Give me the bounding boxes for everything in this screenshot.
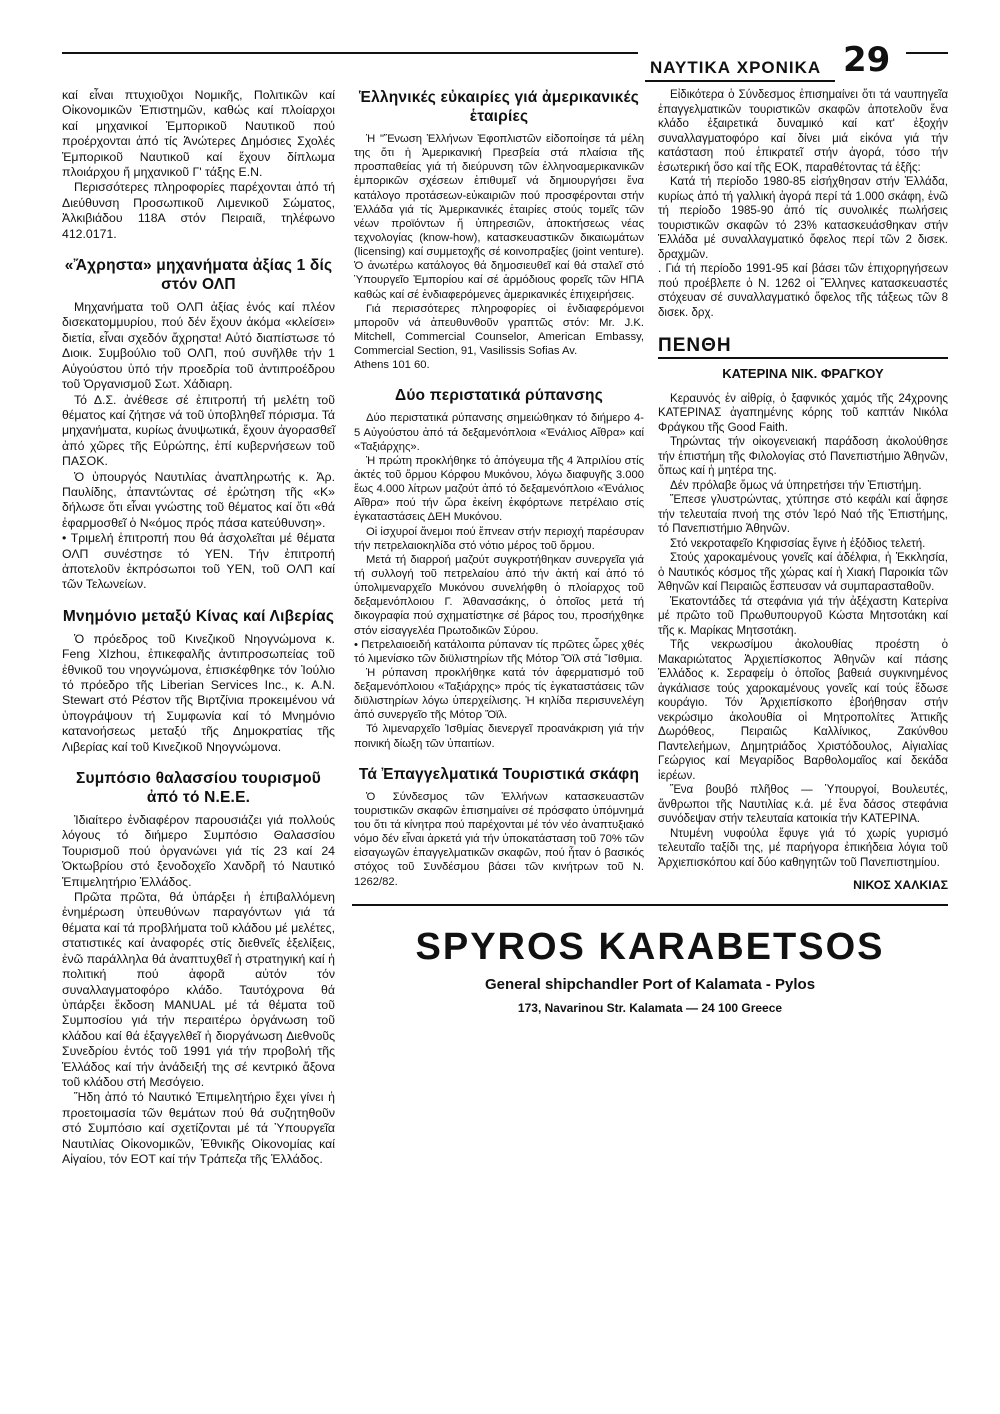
article-paragraph: Ἤδη ἀπό τό Ναυτικό Ἐπιμελητήριο ἔχει γίνει ἡ προετοιμασία τῶν θεμάτων πού θά συζητηθοῦν στό Συμπόσιο καί σχετίζονται μέ τά Ὑπουργεῖα Ναυτιλίας Οἰκονομικῶν, Ἐθνικῆς Οἰκονομίας καί Αἰγαίου, τόν ΕΟΤ καί τήν Τράπεζα τῆς Ἑλλάδος. [62,1090,335,1166]
article-paragraph: Κατά τή περίοδο 1980-85 εἰσήχθησαν στήν Ἑλλάδα, κυρίως ἀπό τή γαλλική ἀγορά περί τά 1.000 σκάφη, ἐνῶ τή περίοδο 1985-90 ἀπό τίς συνολικές πωλήσεις τουριστικῶν σκαφῶν τό 23% κατασκευάσθηκαν στήν Ἑλλάδα μέ συναλλαγματικό ὄφελος περί τῶν 2 δισεκ. δραχμῶν. [658,176,948,261]
article-paragraph: Οἱ ἰσχυροί ἄνεμοι πού ἔπνεαν στήν περιοχή παρέσυραν τήν πετρελαιοκηλίδα στό νότιο μέρος τοῦ ὅρμου. [354,525,644,552]
article-paragraph: Τό Δ.Σ. ἀνέθεσε σέ ἐπιτροπή τή μελέτη τοῦ θέματος καί ζήτησε νά τοῦ ὑποβληθεῖ πόρισμα. Τά μηχανήματα, κυρίως ἀνυψωτικά, ἔχουν ἀγορασθεῖ ἀπό χῶρες τῆς Εὐρώπης, ἐπί κυβερνήσεων τοῦ ΠΑΣΟΚ. [62,392,335,469]
obituary-paragraph: Ἔπεσε γλυστρώντας, χτύπησε στό κεφάλι καί ἄφησε τήν τελευταία πνοή της στόν Ἱερό Ναό τῆς Ἐπιστήμης, τό Πανεπιστήμιο Ἀθηνῶν. [658,494,948,535]
intro-paragraph: καί εἶναι πτυχιοῦχοι Νομικῆς, Πολιτικῶν καί Οἰκονομικῶν Ἐπιστημῶν, καθώς καί πλοίαρχοι καί μηχανικοί Ἐμπορικοῦ Ναυτικοῦ πού προέρχονται ἀπό τίς Ἀνώτερες Δημόσιες Σχολές Ἐμπορικοῦ Ναυτικοῦ καί ἔχουν δίπλωμα πλοιάρχου ἤ μηχανικοῦ Γ' τάξης Ε.Ν. [62,88,335,180]
intro-paragraph: Περισσότερες πληροφορίες παρέχονται ἀπό τή Διεύθυνση Προσωπικοῦ Λιμενικοῦ Σώματος, Ἀλκιβιάδου 118Α στόν Πειραιᾶ, τηλέφωνο 412.0171. [62,180,335,241]
article-paragraph: Μηχανήματα τοῦ ΟΛΠ ἀξίας ἑνός καί πλέον δισεκατομμυρίου, πού δέν ἔχουν ἀκόμα «κλείσει» διετία, εἶναι σχεδόν ἄχρηστα! Αὐτό διαπίστωσε τό Διοικ. Συμβούλιο τοῦ ΟΛΠ, πού συνῆλθε τήν 1 Αὐγούστου ὑπό τήν προεδρία τοῦ ἀντιπροέδρου τοῦ Ὀργανισμοῦ Σωτ. Χάδιαρη. [62,300,335,392]
header-rule-right [906,52,948,54]
article-paragraph: Γιά περισσότερες πληροφορίες οἱ ἐνδιαφερόμενοι μποροῦν νά ἀπευθυνθοῦν γραπτῶς στόν: Mr. J.K. Mitchell, Commercial Counselor, American Embassy, Commercial Section, 91, Vasilissis Sofias Av. [354,302,644,358]
article-paragraph: Ὁ πρόεδρος τοῦ Κινεζικοῦ Νηογνώμονα κ. Feng XIzhou, ἐπικεφαλῆς ἀντιπροσωπείας τοῦ ἐθνικοῦ του νηογνώμονα, ἐπισκέφθηκε τόν Ἰούλιο τό πρόεδρο τῆς Liberian Services Inc., κ. A.N. Stewart στό Ρέστον τῆς Βιρτζίνια προκειμένου νά ὑπογράψουν τή Συμφωνία καί τό Μνημόνιο κατανοήσεως μεταξύ τῆς Δημοκρατίας τῆς Λιβερίας καί τοῦ Κινεζικοῦ Νηογνώμονα. [62,631,335,754]
column-2 [354,88,644,889]
obituary-section-title: ΠΕΝΘΗ [658,335,732,356]
obituary-paragraph: Ἕνα βουβό πλῆθος — Ὑπουργοί, Βουλευτές, ἄνθρωποι τῆς Ναυτιλίας κ.ά. μέ ἕνα δάσος στεφάνια συνόδεψαν στήν τελευταία κατοικία τήν ΚΑΤΕΡΙΝΑ. [658,784,948,825]
article-paragraph: . Γιά τή περίοδο 1991-95 καί βάσει τῶν ἐπιχορηγήσεων πού προέβλεπε ὁ Ν. 1262 οἱ Ἕλληνες κατασκευαστές στόχευαν σέ συναλλαγματικό ὄφελος τῆς τάξεως τῶν 8 δισεκ. δρχ. [658,263,948,319]
obituary-paragraph: Κεραυνός ἐν αἰθρίᾳ, ὁ ξαφνικός χαμός τῆς 24χρονης ΚΑΤΕΡΙΝΑΣ ἀγαπημένης κόρης τοῦ καπτάν Νικόλα Φράγκου τῆς Good Faith. [658,392,948,434]
article-headline: «Ἄχρηστα» μηχανήματα ἀξίας 1 δίς στόν ΟΛΠ [64,257,333,294]
advertisement [352,904,948,1036]
running-title-underline [645,80,835,82]
obituary-signature: ΝΙΚΟΣ ΧΑΛΚΙΑΣ [853,878,948,892]
article-paragraph: Ὁ ὑπουργός Ναυτιλίας ἀναπληρωτής κ. Ἀρ. Παυλίδης, ἀπαντώντας σέ ἐρώτηση τῆς «Κ» δήλωσε ὅτι εἶναι γνώστης τοῦ θέματος καί ὅτι «θά ἐφαρμοσθεῖ ὁ Ν«όμος πρός πάσα κατεύθυνση». [62,469,335,530]
article-paragraph: Ὁ Σύνδεσμος τῶν Ἑλλήνων κατασκευαστῶν τουριστικῶν σκαφῶν ἐπισημαίνει σέ πρόσφατο ὑπόμνημά του ὅτι τά κίνητρα πού παρέχονται μέ τόν νέο ἀναπτυξιακό νόμο δέν εἶναι ἀρκετά γιά τήν ὑποκατάσταση τοῦ 70% τῶν εἰσαγωγῶν ἐπαγγελματικῶν σκαφῶν, πού ἦταν ὁ βασικός στόχος τοῦ Συνδέσμου βάσει τῶν κινήτρων τοῦ Ν. 1262/82. [354,790,644,888]
obituary-paragraph: Στό νεκροταφεῖο Κηφισσίας ἔγινε ἡ ἐξόδιος τελετή. [670,537,926,550]
obituary-paragraph: Ἑκατοντάδες τά στεφάνια γιά τήν ἀξέχαστη Κατερίνα μέ πρῶτο τοῦ Πρωθυπουργοῦ Κώστα Μητσοτάκη καί τῆς κ. Μαρίκας Μητσοτάκη. [658,595,948,637]
obituary-paragraph: Τῆς νεκρωσίμου ἀκολουθίας προέστη ὁ Μακαριώτατος Ἀρχιεπίσκοπος Ἀθηνῶν καί πάσης Ἑλλάδος κ. Σεραφείμ ὁ ὁποῖος βαθειά συγκινημένος ἀγκάλιασε τούς χαροκαμένους γονεῖς καί τούς ἔδωσε κουράγιο. Τόν Ἀρχιεπίσκοπο ἐβοήθησαν στήν νεκρώσιμο ἀκολουθία οἱ Μητροπολίτες Ἀττικῆς Δωρόθεος, Πειραιῶς Καλλίνικος, Ζακύνθου Παντελεήμων, Δημητριάδος Χριστόδουλος, Αἰγιαλίας Γεώργιος καί Μεγαρίδος Βαρθολομαῖος καί δεκάδα ἱερέων. [658,639,948,782]
article-paragraph: • Πετρελαιοειδή κατάλοιπα ρύπαναν τίς πρῶτες ὧρες χθές τό λιμενίσκο τῶν διϋλιστηρίων τῆς Μότορ Ὄϊλ στά Ἴσθμια. [354,638,644,665]
article-headline: Δύο περιστατικά ρύπανσης [395,387,603,405]
obituary-paragraph: Στούς χαροκαμένους γονεῖς καί ἀδέλφια, ἡ Ἐκκλησία, ὁ Ναυτικός κόσμος τῆς χώρας καί ἡ Χιακή Παροικία τῶν Ἀθηνῶν καί Πειραιῶς ἔσπευσαν νά συμπαρασταθοῦν. [658,552,948,593]
header-rule-left [62,52,638,54]
obituary-name: ΚΑΤΕΡΙΝΑ ΝΙΚ. ΦΡΑΓΚΟΥ [722,366,884,381]
article-paragraph: Μετά τή διαρροή μαζούτ συγκροτήθηκαν συνεργεῖα γιά τή συλλογή τοῦ πετρελαίου ἀπό τήν ἀκτή καί ἀπό τό ὑπολιμεναρχεῖο Μυκόνου συνελήφθη ὁ πλοίαρχος τοῦ δεξαμενόπλοιου Γ. Ἀθανασάκης, ὁ ὁποῖος μετά τή δικογραφία πού σχηματίστηκε σέ βάρος του, προσήχθηκε στόν εἰσαγγελέα Πρωτοδικῶν Σύρου. [354,553,644,637]
page-number: 29 [843,40,891,80]
article-paragraph: Δύο περιστατικά ρύπανσης σημειώθηκαν τό διήμερο 4-5 Αὐγούστου ἀπό τά δεξαμενόπλοια «Ἐνάλιος Αἴθρα» καί «Ταξιάρχης». [354,412,644,453]
running-title: ΝΑΥΤΙΚΑ ΧΡΟΝΙΚΑ [650,58,822,77]
ad-company-name: SPYROS KARABETSOS [415,926,885,968]
article-paragraph: • Τριμελή ἐπιτροπή που θά ἀσχολεῖται μέ θέματα ΟΛΠ συνέστησε τό ΥΕΝ. Τήν ἐπιτροπή ἀποτελοῦν ἐκπρόσωποι τοῦ ΥΕΝ, τοῦ ΟΛΠ καί τῶν Τελωνείων. [62,531,335,592]
column-1 [62,88,335,1167]
address-line: Athens 101 60. [354,359,430,372]
obituary-paragraph: Τηρώντας τήν οἰκογενειακή παράδοση ἀκολούθησε τήν ἐπιστήμη τῆς Φιλολογίας στό Πανεπιστήμιο Ἀθηνῶν, ὅπως καί ἡ μητέρα της. [658,436,948,477]
obituary-paragraph: Δέν πρόλαβε ὅμως νά ὑπηρετήσει τήν Ἐπιστήμη. [670,479,922,492]
obituary-paragraph: Ντυμένη νυφούλα ἔφυγε γιά τό χωρίς γυρισμό τελευταῖο ταξίδι της, μέ παρήγορα ἐπικήδεια λόγια τοῦ Ἀρχιεπισκόπου καί δύο καθηγητῶν τοῦ Πανεπιστημίου. [658,827,948,869]
article-paragraph: Ἡ πρώτη προκλήθηκε τό ἀπόγευμα τῆς 4 Ἀπριλίου στίς ἀκτές τοῦ ὅρμου Κόρφου Μυκόνου, λόγω διαφυγῆς 3.000 ἕως 4.000 λίτρων μαζούτ ἀπό τό δεξαμενόπλοιο «Ἐνάλιος Αἴθρα» πού τήν ὥρα ἐκείνη ἐκφόρτωνε πετρέλαιο στίς ἐγκαταστάσεις ΔΕΗ Μυκόνου. [354,454,644,524]
article-paragraph: Πρῶτα πρῶτα, θά ὑπάρξει ἡ ἐπιβαλλόμενη ἐνημέρωση ὑπευθύνων παραγόντων γιά τά θέματα καί τά προβλήματα τοῦ κλάδου μέ μελέτες, στατιστικές καί ἀναφορές στίς διεθνεῖς ἐξελίξεις, ἐνῶ παράλληλα θά ἀναπτυχθεῖ ἡ στρατηγική καί ἡ πολιτική πού ἀφορᾶ αὐτόν τόν συναλλαγματοφόρο κλάδο. Ταυτόχρονα θά ὑπάρξει ἔκδοση MANUAL μέ τά θέματα τοῦ Συμποσίου γιά τήν περαιτέρω ὀργάνωση τοῦ κλάδου καί θά ἐξαγγελθεῖ ἡ διοργάνωση Διεθνοῦς Συνεδρίου ἐντός τοῦ 1991 γιά τήν προβολή τῆς Ἑλλάδος καί τήν ἀνάδειξή της σέ κεντρικό ἄξονα τοῦ κλάδου στή Μεσόγειο. [62,890,335,1089]
article-headline: Συμπόσιο θαλασσίου τουρισμοῦ ἀπό τό Ν.Ε.Ε. [75,770,322,807]
article-headline: Ἑλληνικές εὐκαιρίες γιά ἀμερικανικές ἑταιρίες [359,89,639,125]
section-rule [658,357,948,359]
article-paragraph: Τό λιμεναρχεῖο Ἰσθμίας διενεργεῖ προανάκριση γιά τήν ποινική δίωξη τῶν ὑπαιτίων. [354,723,644,750]
article-paragraph: Ἡ ρύπανση προκλήθηκε κατά τόν ἀφερματισμό τοῦ δεξαμενόπλοιου «Ταξιάρχης» πρός τίς ἐγκαταστάσεις τῶν διϋλιστηρίων λόγω ὑπερχείλισης. Ἡ κηλίδα περισυνελέγη ἀπό συνεργεῖο τῆς Μότορ Ὄϊλ. [354,666,644,722]
article-paragraph: Ἡ "Ἕνωση Ἑλλήνων Ἐφοπλιστῶν εἰδοποίησε τά μέλη της ὅτι ἡ Ἀμερικανική Πρεσβεία στά πλαίσια τῆς προσπαθείας γιά τή διεύρυνση τῶν ἑλληνοαμερικανικῶν ἐμπορικῶν σχέσεων ἐπιθυμεῖ νά δημιουργήσει ἕνα κατάλογο προτάσεων-εὐκαιριῶν πού προσφέρονται στήν Ἑλλάδα γιά τίς Ἀμερικανικές ἑταιρίες στούς τομεῖς τῶν νέων προϊόντων ἤ ὑπηρεσιῶν, ἀποκτήσεως νέας τεχνολογίας (know-how), κατασκευαστικῶν δικαιωμάτων (licensing) καί συμμετοχῆς σέ κοινοπραξίες (joint venture). Ὁ ἀνωτέρω κατάλογος θά δημοσιευθεῖ καί θά σταλεῖ στό Ὑπουργεῖο Ἐμπορίου καί σέ ἁρμόδιους φορεῖς τῶν ΗΠΑ καθώς καί σέ ἐνδιαφερόμενες ἀμερικανικές ἐπιχειρήσεις. [354,133,644,301]
article-paragraph: Ἰδιαίτερο ἐνδιαφέρον παρουσιάζει γιά πολλούς λόγους τό διήμερο Συμπόσιο Θαλασσίου Τουρισμοῦ πού ὀργανώνει γιά τίς 23 καί 24 Ὀκτωβρίου στό ξενοδοχεῖο Χανδρῆ τό Ναυτικό Ἐπιμελητήριο Ἑλλάδος. [62,813,335,889]
ad-address: 173, Navarinou Str. Kalamata — 24 100 Greece [517,1001,783,1015]
column-3 [658,88,948,893]
article-paragraph: Εἰδικότερα ὁ Σύνδεσμος ἐπισημαίνει ὅτι τά ναυπηγεῖα ἐπαγγελματικῶν τουριστικῶν σκαφῶν ἀποτελοῦν ἕνα κλάδο ἐξαιρετικά δυναμικό καί κατ' ἐξοχήν συναλλαγματοφόρο καί δίνει μιά εἰκόνα γιά τήν κατάσταση πού ἐπικρατεῖ στήν ἀγορά, τόσο τήν ἐσωτερική ὅσο καί τῆς ΕΟΚ, παραθέτοντας τά ἑξῆς: [658,89,948,174]
article-headline: Μνημόνιο μεταξύ Κίνας καί Λιβερίας [62,607,335,625]
article-headline: Τά Ἐπαγγελματικά Τουριστικά σκάφη [358,765,640,783]
ad-description: General shipchandler Port of Kalamata - Pylos [484,976,816,993]
